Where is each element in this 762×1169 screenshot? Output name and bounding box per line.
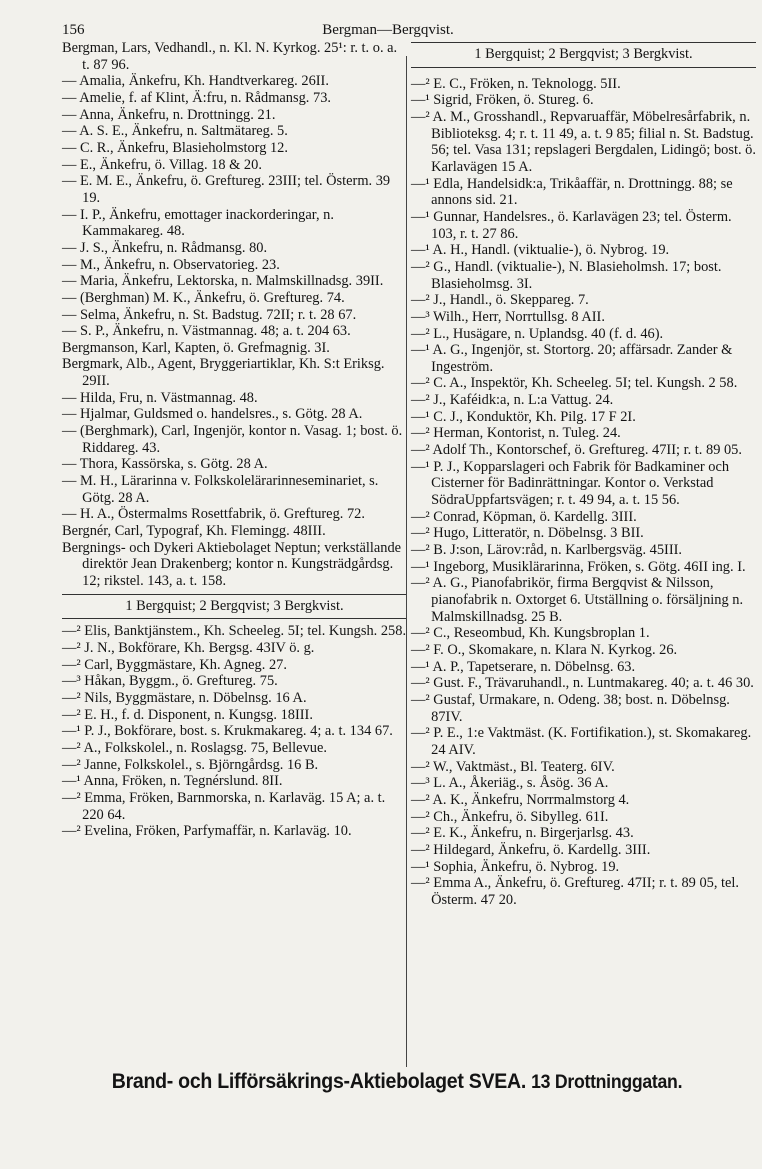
directory-entry: —² A. G., Pianofabrikör, firma Bergqvist & Nilsson, pianofabrik n. Oxtorget 6. Utställning o. försäljning n. Malmskillnadsg. 25 B. [411,575,744,625]
directory-entry: —² E. K., Änkefru, n. Birgerjarlsg. 43. [411,825,634,842]
directory-entry: — E. M. E., Änkefru, ö. Greftureg. 23III; tel. Österm. 39 19. [62,173,391,206]
directory-entry: —² A. K., Änkefru, Norrmalmstorg 4. [411,791,630,808]
directory-entry: —¹ P. J., Bokförare, bost. s. Krukmakareg. 4; a. t. 134 67. [62,723,393,740]
directory-entry: —² E. C., Fröken, n. Teknologg. 5II. [411,75,621,92]
directory-entry: — (Berghman) M. K., Änkefru, ö. Greftureg. 74. [62,289,345,306]
directory-entry: — Anna, Änkefru, n. Drottningg. 21. [62,106,276,123]
directory-entry: —² Gustaf, Urmakare, n. Odeng. 38; bost. n. Döbelnsg. 87IV. [411,691,730,725]
directory-entry: —² C., Reseombud, Kh. Kungsbroplan 1. [411,625,650,642]
directory-entry: —² Elis, Banktjänstem., Kh. Scheeleg. 5I; tel. Kungsh. 258. [62,623,407,640]
directory-entry: Bergmanson, Karl, Kapten, ö. Grefmagnig. 3I. [62,339,330,356]
directory-entry: — M., Änkefru, n. Observatorieg. 23. [62,256,280,273]
left-column [62,40,407,840]
directory-entry: —² Ch., Änkefru, ö. Sibylleg. 61I. [411,808,609,825]
right-entries [411,76,756,909]
directory-entry: — Thora, Kassörska, s. Götg. 28 A. [62,456,268,473]
directory-entry: —¹ Edla, Handelsidk:a, Trikåaffär, n. Drottningg. 88; se annons sid. 21. [411,175,733,209]
directory-entry: —¹ A. H., Handl. (viktualie-), ö. Nybrog. 19. [411,242,670,259]
directory-entry: —² B. J:son, Lärov:råd, n. Karlbergsväg. 45III. [411,542,683,559]
directory-entry: — C. R., Änkefru, Blasieholmstorg 12. [62,139,288,156]
directory-entry: Bergnér, Carl, Typograf, Kh. Flemingg. 48III. [62,523,326,540]
directory-entry: Bergmark, Alb., Agent, Bryggeriartiklar, Kh. S:t Eriksg. 29II. [62,356,385,390]
directory-entry: — E., Änkefru, ö. Villag. 18 & 20. [62,156,262,173]
directory-entry: —² J. N., Bokförare, Kh. Bergsg. 43IV ö. g. [62,639,315,656]
directory-entry: —² Emma A., Änkefru, ö. Greftureg. 47II; r. t. 89 05, tel. Österm. 47 20. [411,875,740,908]
footer-company: Brand- och Lifförsäkrings-Aktiebolaget SVEA. [111,1070,526,1093]
directory-entry: — Maria, Änkefru, Lektorska, n. Malmskillnadsg. 39II. [62,273,384,290]
directory-entry: —³ Håkan, Byggm., ö. Greftureg. 75. [62,673,278,690]
directory-entry: —² P. E., 1:e Vaktmäst. (K. Fortifikation.), st. Skomakareg. 24 AIV. [411,725,752,758]
right-name-separator: 1 Bergquist; 2 Bergqvist; 3 Bergkvist. [411,42,756,68]
directory-entry: —² G., Handl. (viktualie-), N. Blasieholmsh. 17; bost. Blasieholmsg. 3I. [411,258,722,292]
directory-entry: —¹ C. J., Konduktör, Kh. Pilg. 17 F 2I. [411,408,636,425]
footer-address: 13 Drottninggatan. [531,1072,683,1093]
left-entries-top [62,40,407,590]
directory-entry: —¹ Anna, Fröken, n. Tegnérslund. 8II. [62,773,283,790]
directory-entry: —¹ Gunnar, Handelsres., ö. Karlavägen 23; tel. Österm. 103, r. t. 27 86. [411,208,732,242]
column-divider [406,56,407,1067]
directory-entry: —² Nils, Byggmästare, n. Döbelnsg. 16 A. [62,689,307,706]
directory-entry: —² Carl, Byggmästare, Kh. Agneg. 27. [62,656,287,673]
page-number: 156 [62,22,85,38]
directory-entry: —² Gust. F., Trävaruhandl., n. Luntmakareg. 40; a. t. 46 30. [411,675,754,692]
directory-entry: —² Evelina, Fröken, Parfymaffär, n. Karlaväg. 10. [62,823,352,840]
directory-entry: —² A., Folkskolel., n. Roslagsg. 75, Bellevue. [62,739,327,756]
directory-entry: —³ Wilh., Herr, Norrtullsg. 8 AII. [411,308,605,325]
directory-entry: —² A. M., Grosshandl., Repvaruaffär, Möbelresårfabrik, n. Biblioteksg. 4; r. t. 11 49, a. t. 9 85; filial n. St. Badstug. 56; tel. Vasa 131; repslageri Bergdalen, Lidingö; bost. ö. Karlavägen 15 A. [411,108,756,175]
directory-entry: —² Hugo, Litteratör, n. Döbelnsg. 3 BII. [411,525,644,542]
directory-entry: —² J., Handl., ö. Skeppareg. 7. [411,292,589,309]
page-header [62,22,714,42]
directory-entry: —² Hildegard, Änkefru, ö. Kardellg. 3III. [411,841,651,858]
directory-entry: — I. P., Änkefru, emottager inackorderingar, n. Kammakareg. 48. [62,206,334,240]
directory-entry: Bergnings- och Dykeri Aktiebolaget Neptun; verkställande direktör Jean Drakenberg; kontor n. Kungsträdgårdsg. 12; rikstel. 143, a. t. 158. [62,539,402,589]
directory-entry: — S. P., Änkefru, n. Västmannag. 48; a. t. 204 63. [62,323,351,340]
directory-entry: —² W., Vaktmäst., Bl. Teaterg. 6IV. [411,758,615,775]
left-name-separator: 1 Bergquist; 2 Bergqvist; 3 Bergkvist. [62,594,407,620]
directory-entry: —¹ A. G., Ingenjör, st. Stortorg. 20; affärsadr. Zander & Ingeström. [411,342,733,375]
directory-entry: —¹ A. P., Tapetserare, n. Döbelnsg. 63. [411,658,636,675]
directory-entry: —² Adolf Th., Kontorschef, ö. Greftureg. 47II; r. t. 89 05. [411,442,742,459]
directory-entry: —¹ Sophia, Änkefru, ö. Nybrog. 19. [411,858,620,875]
advertisement-footer [85,1070,708,1094]
directory-entry: —¹ Sigrid, Fröken, ö. Stureg. 6. [411,92,594,109]
running-head: Bergman—Bergqvist. [322,22,454,38]
directory-entry: — Amelie, f. af Klint, Ä:fru, n. Rådmansg. 73. [62,89,331,106]
directory-entry: — H. A., Östermalms Rosettfabrik, ö. Greftureg. 72. [62,506,365,523]
directory-entry: —² Emma, Fröken, Barnmorska, n. Karlaväg. 15 A; a. t. 220 64. [62,789,386,823]
right-column [411,40,756,908]
directory-entry: —¹ P. J., Kopparslageri och Fabrik för Badkaminer och Cisterner för Badinrättningar. Kontor o. Verkstad SödraUppfartsvägen; r. t. 49 94, a. t. 15 56. [411,458,730,509]
directory-entry: —² Janne, Folkskolel., s. Björngårdsg. 16 B. [62,756,319,773]
directory-entry: — (Berghmark), Carl, Ingenjör, kontor n. Vasag. 1; bost. ö. Riddareg. 43. [62,423,403,456]
directory-entry: —² Conrad, Köpman, ö. Kardellg. 3III. [411,508,637,525]
directory-entry: — Selma, Änkefru, n. St. Badstug. 72II; r. t. 28 67. [62,306,357,323]
directory-entry: Bergman, Lars, Vedhandl., n. Kl. N. Kyrkog. 25¹: r. t. o. a. t. 87 96. [62,40,398,73]
directory-entry: — Hilda, Fru, n. Västmannag. 48. [62,389,258,406]
directory-entry: — A. S. E., Änkefru, n. Saltmätareg. 5. [62,123,288,140]
directory-entry: —² J., Kaféidk:a, n. L:a Vattug. 24. [411,392,614,409]
directory-entry: — J. S., Änkefru, n. Rådmansg. 80. [62,239,268,256]
directory-entry: — M. H., Lärarinna v. Folkskolelärarinneseminariet, s. Götg. 28 A. [62,473,379,506]
directory-entry: —² L., Husägare, n. Uplandsg. 40 (f. d. 46). [411,325,664,342]
directory-entry: — Hjalmar, Guldsmed o. handelsres., s. Götg. 28 A. [62,406,363,423]
directory-entry: — Amalia, Änkefru, Kh. Handtverkareg. 26II. [62,73,329,90]
left-entries-bottom [62,623,407,840]
directory-entry: —² E. H., f. d. Disponent, n. Kungsg. 18III. [62,706,313,723]
directory-entry: —² C. A., Inspektör, Kh. Scheeleg. 5I; tel. Kungsh. 2 58. [411,375,738,392]
directory-entry: —² F. O., Skomakare, n. Klara N. Kyrkog. 26. [411,641,678,658]
directory-entry: —¹ Ingeborg, Musiklärarinna, Fröken, s. Götg. 46II ing. I. [411,558,746,575]
directory-entry: —³ L. A., Åkeriäg., s. Åsög. 36 A. [411,775,609,792]
directory-entry: —² Herman, Kontorist, n. Tuleg. 24. [411,425,621,442]
